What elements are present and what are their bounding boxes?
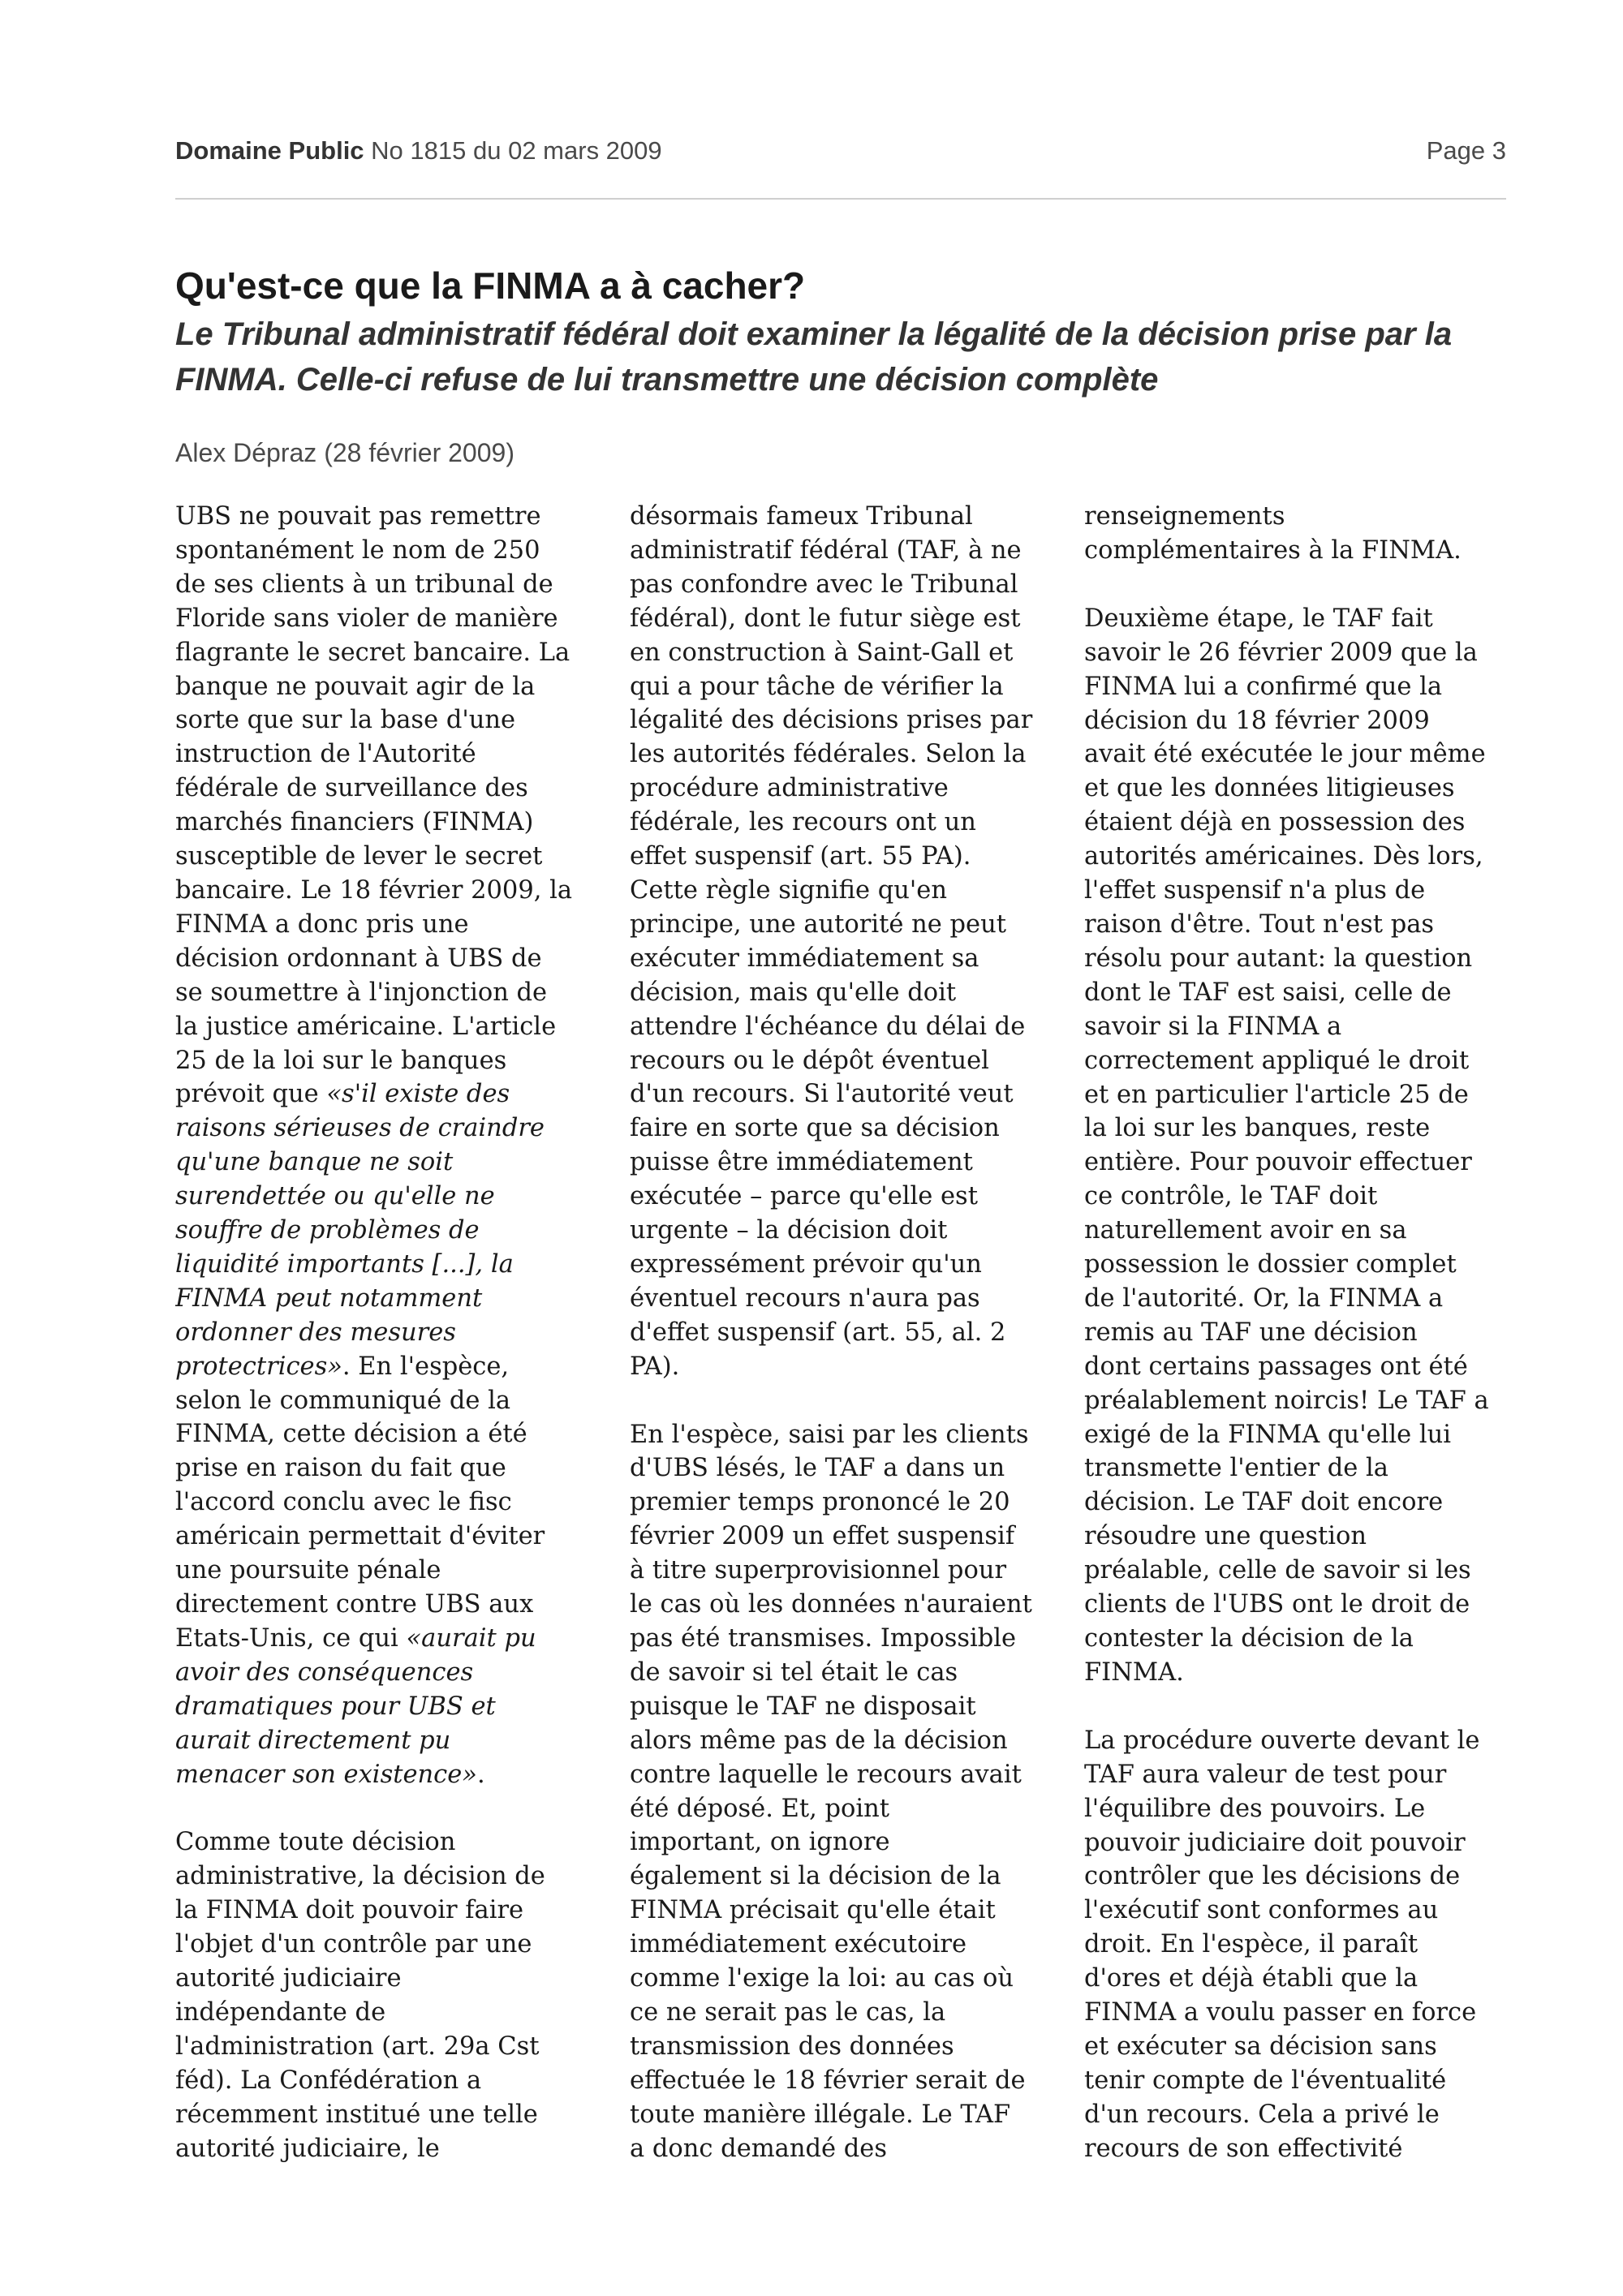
column-1 <box>175 500 597 2179</box>
header-divider <box>175 198 1506 200</box>
quote: «aurait pu avoir des conséquences dramatiques pour UBS et aurait directement pu menacer son existence» <box>175 1623 536 1789</box>
issue-info: No 1815 du 02 mars 2009 <box>371 136 662 165</box>
text-run: . <box>476 1760 485 1789</box>
page-header <box>175 135 1506 167</box>
text-run: UBS ne pouvait pas remettre spontanément le nom de 250 de ses clients à un tribunal de Floride sans violer de manière flagrante le secret bancaire. La banque ne pouvait agir de la sorte que sur la base d'une instruction de l'Autorité fédérale de surveillance des marchés financiers (FINMA) susceptible de lever le secret bancaire. Le 18 février 2009, la FINMA a donc pris une décision ordonnant à UBS de se soumettre à l'injonction de la justice américaine. L'article 25 de la loi sur le banques prévoit que <box>175 502 573 1109</box>
paragraph: renseignements complémentaires à la FINMA. <box>1084 502 1462 565</box>
paragraph: La procédure ouverte devant le TAF aura valeur de test pour l'équilibre des pouvoirs. Le pouvoir judiciaire doit pouvoir contrôler que les décisions de l'exécutif sont conformes au droit. En l'espèce, il paraît d'ores et déjà établi que la FINMA a voulu passer en force et exécuter sa décision sans tenir compte de l'éventualité d'un recours. Cela a privé le recours de son effectivité <box>1084 1726 1480 2163</box>
article-body <box>175 500 1506 2179</box>
column-2 <box>630 500 1052 2179</box>
paragraph: Deuxième étape, le TAF fait savoir le 26 février 2009 que la FINMA lui a confirmé que la décision du 18 février 2009 avait été exécutée le jour même et que les données litigieuses étaient déjà en possession des autorités américaines. Dès lors, l'effet suspensif n'a plus de raison d'être. Tout n'est pas résolu pour autant: la question dont le TAF est saisi, celle de savoir si la FINMA a correctement appliqué le droit et en particulier l'article 25 de la loi sur les banques, reste entière. Pour pouvoir effectuer ce contrôle, le TAF doit naturellement avoir en sa possession le dossier complet de l'autorité. Or, la FINMA a remis au TAF une décision dont certains passages ont été préalablement noircis! Le TAF a exigé de la FINMA qu'elle lui transmette l'entier de la décision. Le TAF doit encore résoudre une question préalable, celle de savoir si les clients de l'UBS ont le droit de contester la décision de la FINMA. <box>1084 604 1489 1687</box>
page-number: Page 3 <box>1426 136 1506 165</box>
quote: «s'il existe des raisons sérieuses de craindre qu'une banque ne soit surendettée ou qu'elle ne souffre de problèmes de liquidité importants [...], la FINMA peut notamment ordonner des mesures protectrices» <box>175 1080 545 1381</box>
article-title: Qu'est-ce que la FINMA a à cacher? <box>175 264 806 307</box>
paragraph: désormais fameux Tribunal administratif fédéral (TAF, à ne pas confondre avec le Tribunal fédéral), dont le futur siège est en construction à Saint-Gall et qui a pour tâche de vérifier la légalité des décisions prises par les autorités fédérales. Selon la procédure administrative fédérale, les recours ont un effet suspensif (art. 55 PA). Cette règle signifie qu'en principe, une autorité ne peut exécuter immédiatement sa décision, mais qu'elle doit attendre l'échéance du délai de recours ou le dépôt éventuel d'un recours. Si l'autorité veut faire en sorte que sa décision puisse être immédiatement exécutée – parce qu'elle est urgente – la décision doit expressément prévoir qu'un éventuel recours n'aura pas d'effet suspensif (art. 55, al. 2 PA). <box>630 502 1033 1381</box>
article-byline: Alex Dépraz (28 février 2009) <box>175 438 514 467</box>
paragraph <box>175 500 597 1791</box>
paragraph: Comme toute décision administrative, la décision de la FINMA doit pouvoir faire l'objet d'un contrôle par une autorité judiciaire indépendante de l'administration (art. 29a Cst féd). La Confédération a récemment institué une telle autorité judiciaire, le <box>175 1828 545 2163</box>
paragraph: En l'espèce, saisi par les clients d'UBS lésés, le TAF a dans un premier temps prononcé le 20 février 2009 un effet suspensif à titre superprovisionnel pour le cas où les données n'auraient pas été transmises. Impossible de savoir si tel était le cas puisque le TAF ne disposait alors même pas de la décision contre laquelle le recours avait été déposé. Et, point important, on ignore également si la décision de la FINMA précisait qu'elle était immédiatement exécutoire comme l'exige la loi: au cas où ce ne serait pas le cas, la transmission des données effectuée le 18 février serait de toute manière illégale. Le TAF a donc demandé des <box>630 1420 1032 2163</box>
publication-name: Domaine Public <box>175 136 364 165</box>
text-run: . En l'espèce, selon le communiqué de la FINMA, cette décision a été prise en raison du fait que l'accord conclu avec le fisc américain permettait d'éviter une poursuite pénale directement contre UBS aux Etats-Unis, ce qui <box>175 1352 545 1653</box>
article-subtitle: Le Tribunal administratif fédéral doit examiner la légalité de la décision prise par la FINMA. Celle-ci refuse de lui transmettre une décision complète <box>175 316 1453 398</box>
column-3 <box>1084 500 1506 2179</box>
